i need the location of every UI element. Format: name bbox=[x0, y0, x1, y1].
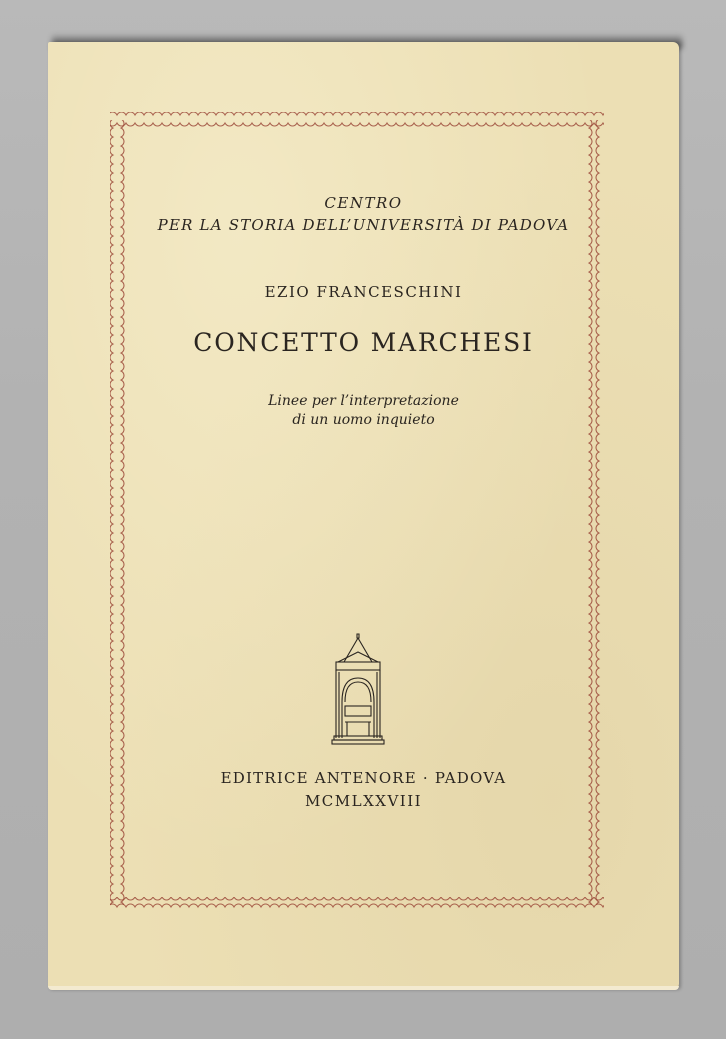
publication-year: MCMLXXVIII bbox=[304, 792, 423, 810]
book-cover bbox=[48, 42, 679, 988]
publisher: EDITRICE ANTENORE · PADOVA bbox=[220, 769, 507, 787]
gothic-tomb-arch-icon bbox=[330, 632, 386, 747]
cover-edge bbox=[48, 986, 679, 990]
series-line-1: CENTRO bbox=[324, 194, 403, 212]
series-line-2: PER LA STORIA DELL’UNIVERSITÀ DI PADOVA bbox=[157, 216, 570, 234]
author-name: EZIO FRANCESCHINI bbox=[264, 283, 463, 301]
subtitle-line-2: di un uomo inquieto bbox=[292, 412, 435, 428]
subtitle-line-1: Linee per l’interpretazione bbox=[268, 393, 459, 409]
book-title: CONCETTO MARCHESI bbox=[193, 328, 534, 357]
